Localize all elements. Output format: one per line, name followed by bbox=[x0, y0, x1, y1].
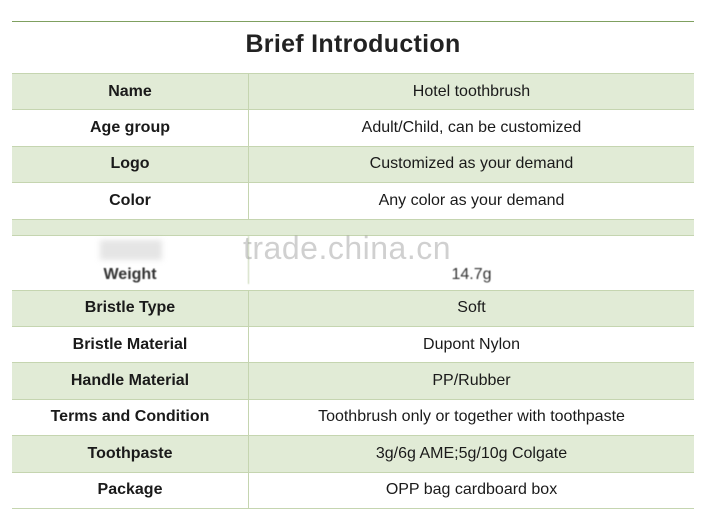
row-key: Package bbox=[12, 473, 249, 508]
row-value: 14.7g bbox=[451, 265, 492, 283]
row-key: Logo bbox=[12, 147, 249, 182]
row-key: Terms and Condition bbox=[12, 400, 249, 435]
row-key: Bristle Type bbox=[12, 291, 249, 326]
bottom-divider bbox=[12, 508, 694, 509]
row-value: Customized as your demand bbox=[369, 155, 574, 173]
row-key: Handle Material bbox=[12, 363, 249, 398]
row-value: Adult/Child, can be customized bbox=[361, 119, 582, 137]
row-value: OPP bag cardboard box bbox=[385, 481, 558, 499]
row-key: Toothpaste bbox=[12, 436, 249, 471]
row-key: Bristle Material bbox=[12, 327, 249, 362]
table-row bbox=[12, 362, 694, 398]
row-value: Hotel toothbrush bbox=[412, 82, 531, 100]
table-row bbox=[12, 146, 694, 182]
spec-table bbox=[12, 73, 694, 508]
blur-smear bbox=[100, 240, 162, 260]
table-row bbox=[12, 326, 694, 362]
table-row-spacer bbox=[12, 219, 694, 235]
table-row bbox=[12, 472, 694, 508]
watermark-text: trade.china.cn bbox=[243, 230, 452, 266]
table-row bbox=[12, 435, 694, 471]
table-row bbox=[12, 109, 694, 145]
row-key: Name bbox=[12, 74, 249, 109]
page-title: Brief Introduction bbox=[245, 30, 461, 58]
table-row bbox=[12, 399, 694, 435]
row-value: Toothbrush only or together with toothpaste bbox=[318, 408, 625, 426]
row-value: Any color as your demand bbox=[378, 191, 565, 209]
table-row bbox=[12, 182, 694, 218]
table-row bbox=[12, 290, 694, 326]
row-value: Dupont Nylon bbox=[423, 335, 520, 353]
row-key: Color bbox=[12, 183, 249, 218]
row-key: Age group bbox=[12, 110, 249, 145]
top-divider bbox=[12, 21, 694, 22]
row-value: Soft bbox=[457, 299, 486, 317]
row-value: PP/Rubber bbox=[432, 372, 511, 390]
row-key: Weight bbox=[12, 236, 249, 284]
row-value: 3g/6g AME;5g/10g Colgate bbox=[375, 444, 568, 462]
table-row bbox=[12, 73, 694, 109]
